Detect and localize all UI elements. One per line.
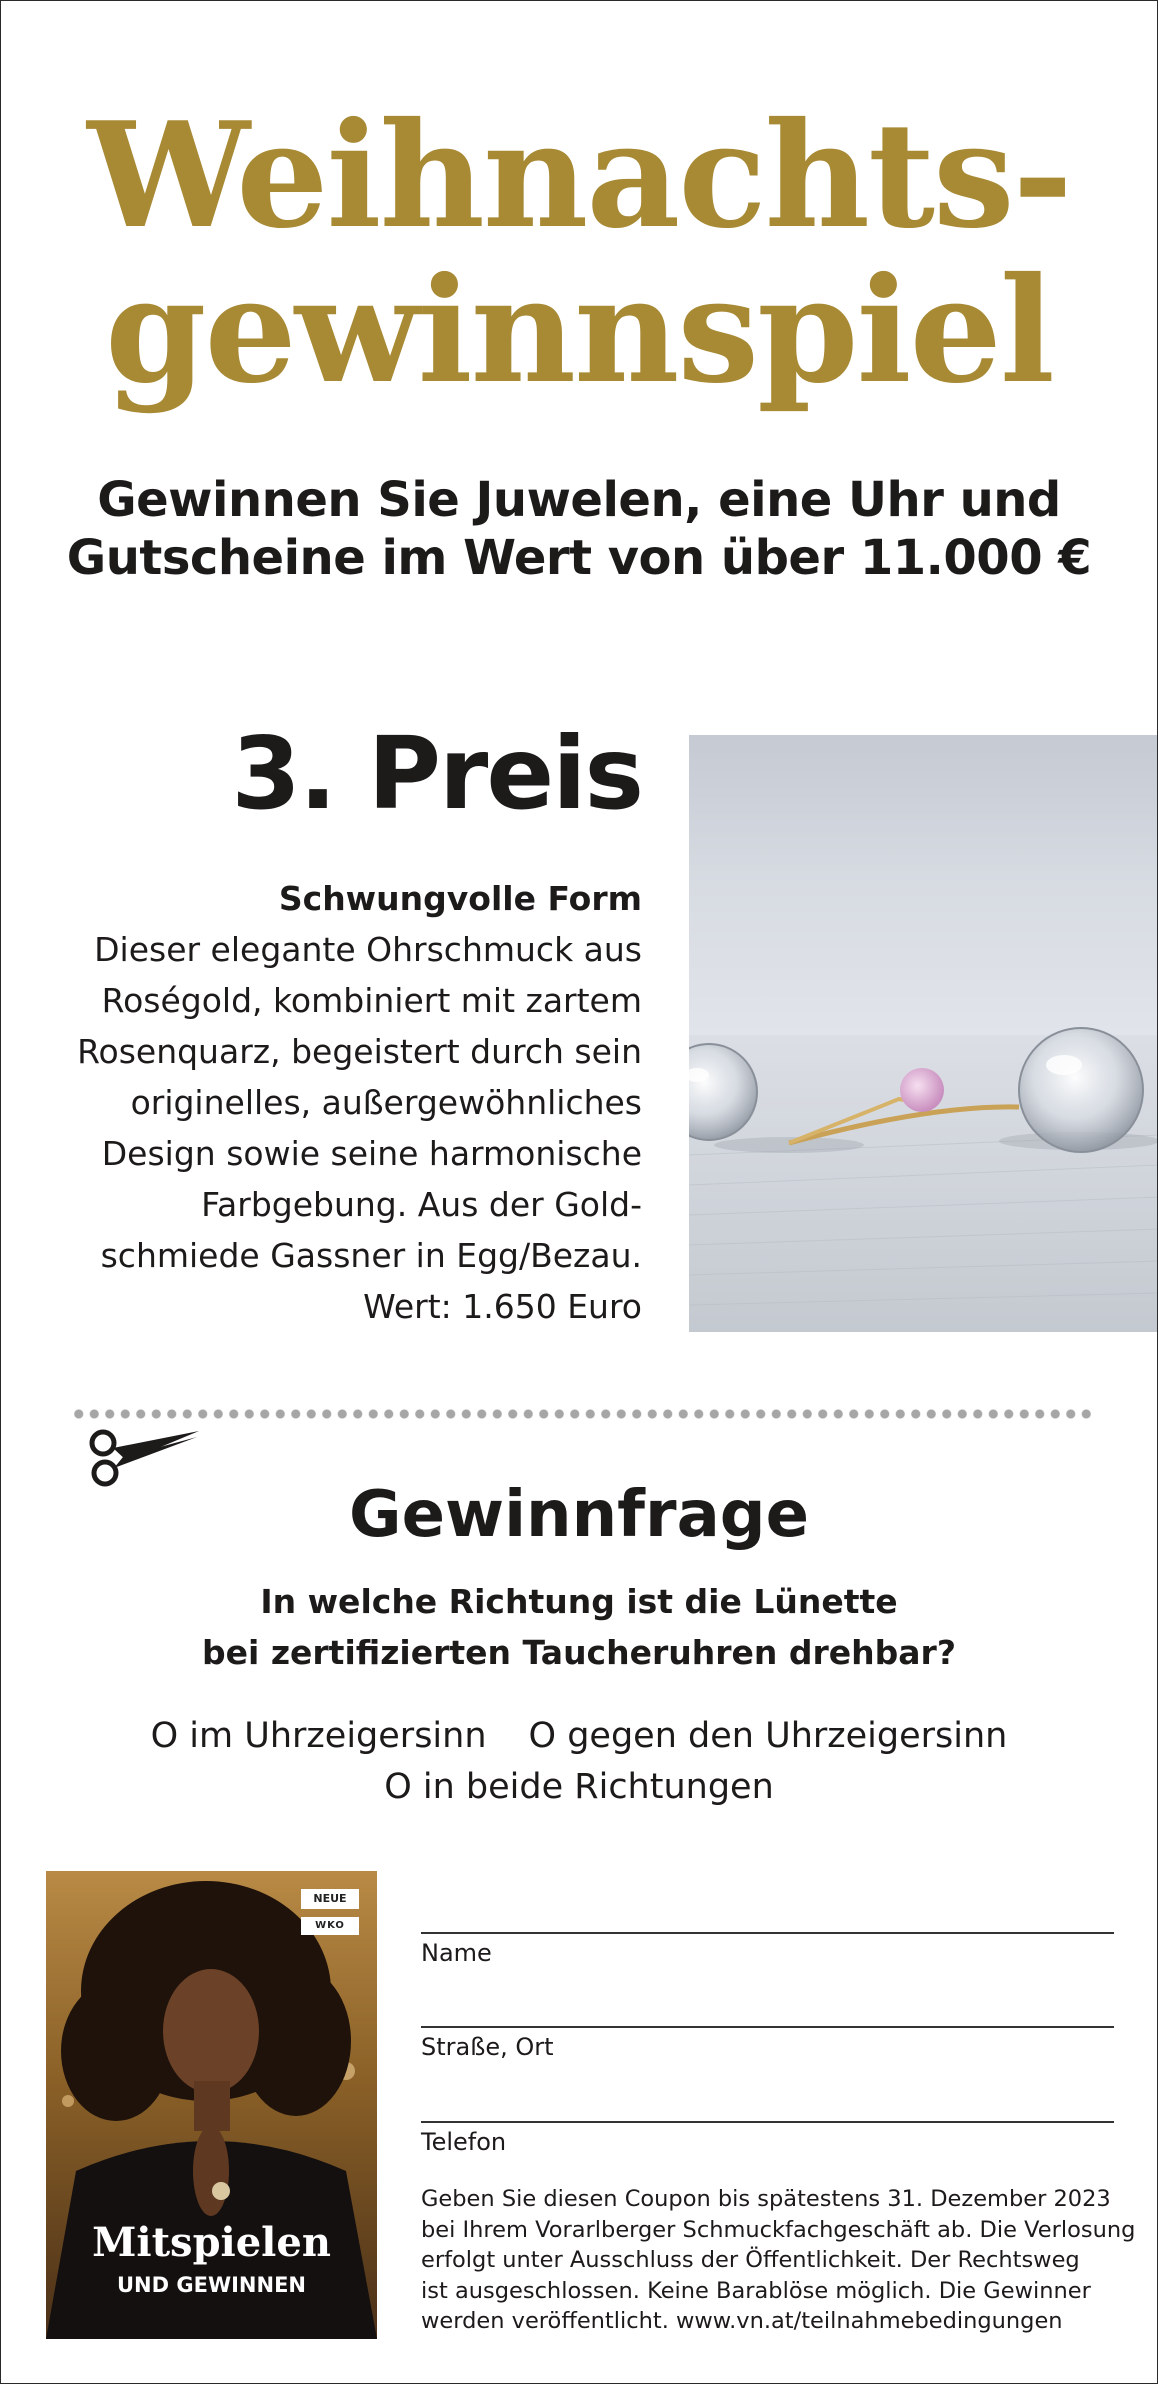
answer-options-row-2 [1, 1761, 1157, 1813]
headline-line-2: gewinnspiel [105, 246, 1053, 416]
phone-label: Telefon [421, 2128, 507, 2156]
prize-text-line: Farbgebung. Aus der Gold- [201, 1185, 642, 1224]
name-field[interactable] [421, 1932, 1114, 1934]
cut-line [71, 1408, 1091, 1420]
prize-text-line: Design sowie seine harmonische [101, 1134, 642, 1173]
subtitle-line-2: Gutscheine im Wert von über 11.000 € [66, 530, 1092, 586]
prize-heading: 3. Preis [231, 715, 642, 832]
wko-logo: WKO [301, 1917, 359, 1935]
quiz-title: Gewinnfrage [349, 1478, 809, 1552]
prize-subheading: Schwungvolle Form [278, 879, 642, 918]
prize-text-line: schmiede Gassner in Egg/Bezau. [100, 1236, 642, 1275]
neue-logo: NEUE [301, 1889, 359, 1909]
prize-text-line: Roségold, kombiniert mit zartem [101, 981, 642, 1020]
prize-text-line: originelles, außergewöhnliches [130, 1083, 642, 1122]
name-label: Name [421, 1939, 492, 1967]
subtitle-line-1: Gewinnen Sie Juwelen, eine Uhr und [97, 472, 1061, 528]
cover-title: Mitspielen [92, 2219, 331, 2266]
quiz-question-line-2: bei zertifizierten Taucheruhren drehbar? [202, 1633, 956, 1672]
answer-option-counterclockwise[interactable]: O gegen den Uhrzeigersinn [528, 1716, 1008, 1756]
terms-text [421, 2184, 1136, 2337]
prize-text-line: Rosenquarz, begeistert durch sein [77, 1032, 642, 1071]
prize-value: Wert: 1.650 Euro [363, 1287, 642, 1326]
answer-option-clockwise[interactable]: O im Uhrzeigersinn [150, 1716, 487, 1756]
address-field[interactable] [421, 2026, 1114, 2028]
address-label: Straße, Ort [421, 2033, 554, 2061]
terms-line: erfolgt unter Ausschluss der Öffentlichkeit. Der Rechtsweg [421, 2247, 1080, 2273]
terms-line: Geben Sie diesen Coupon bis spätestens 31. Dezember 2023 [421, 2186, 1111, 2212]
headline-line-1: Weihnachts- [87, 91, 1071, 261]
answer-option-both[interactable]: O in beide Richtungen [384, 1767, 774, 1807]
magazine-cover-image [46, 1871, 377, 2339]
answer-options-row-1 [1, 1710, 1157, 1762]
terms-line: bei Ihrem Vorarlberger Schmuckfachgeschäft ab. Die Verlosung [421, 2216, 1136, 2243]
prize-text-line: Dieser elegante Ohrschmuck aus [94, 930, 642, 969]
terms-line: ist ausgeschlossen. Keine Barablöse möglich. Die Gewinner [421, 2277, 1091, 2304]
cover-subtitle: UND GEWINNEN [117, 2273, 306, 2297]
earring-photo [689, 735, 1158, 1332]
quiz-question-line-1: In welche Richtung ist die Lünette [260, 1582, 898, 1621]
prize-description [42, 873, 642, 1332]
terms-line: werden veröffentlicht. www.vn.at/teilnahmebedingungen [421, 2308, 1063, 2334]
phone-field[interactable] [421, 2121, 1114, 2123]
